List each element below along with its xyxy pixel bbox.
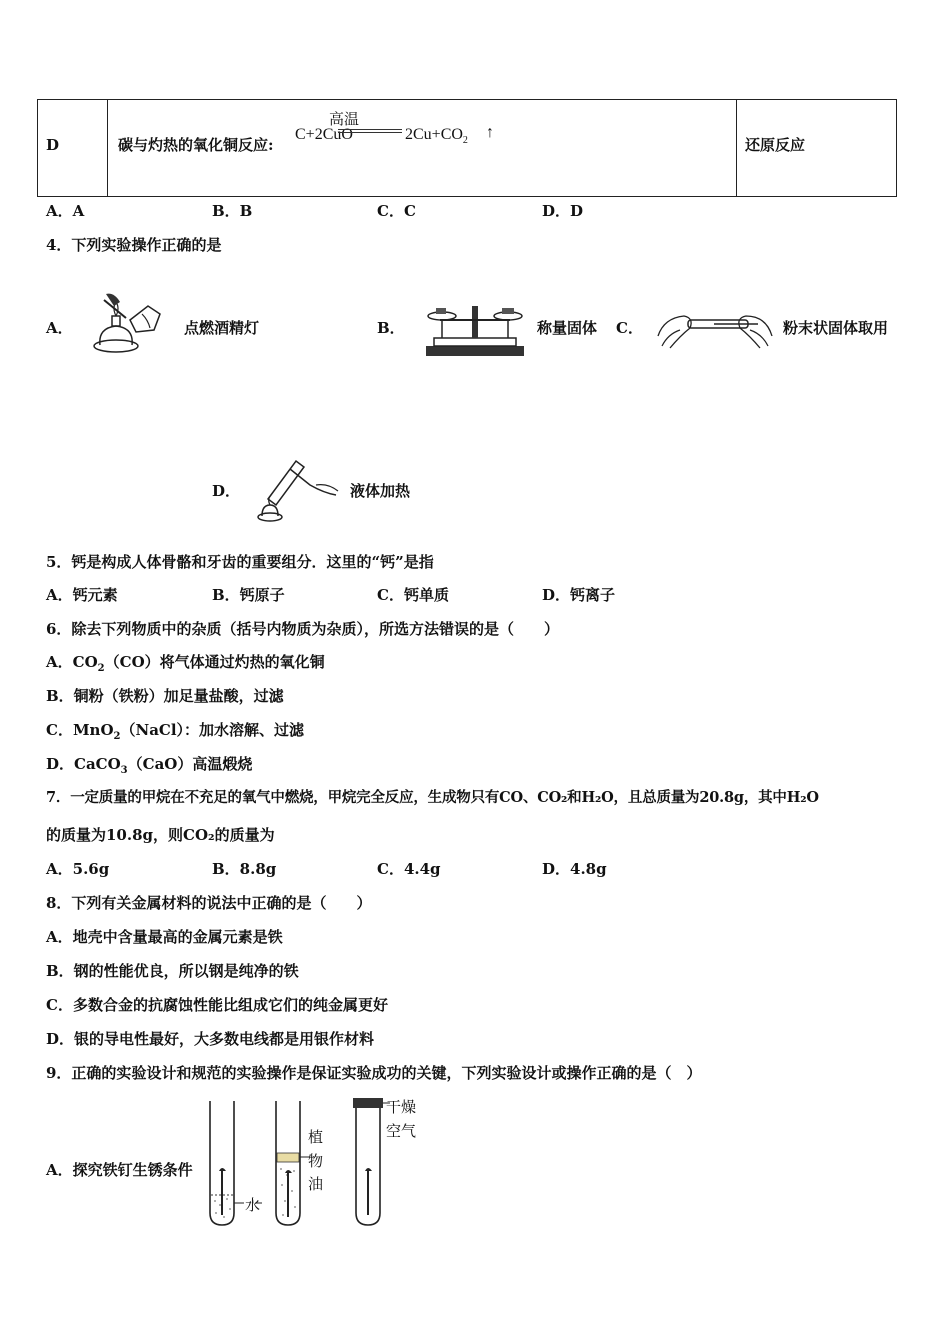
q4-option-b-caption: 称量固体 (537, 319, 598, 337)
label-oil-2: 物 (308, 1152, 324, 1170)
q4-option-d-letter[interactable]: D． (212, 482, 241, 500)
label-dry-1: 干燥 (386, 1098, 417, 1116)
q3-option-b[interactable]: B．B (212, 202, 253, 220)
q4-option-b-letter[interactable]: B． (377, 319, 405, 337)
label-oil-3: 油 (308, 1175, 324, 1193)
row-letter: D (46, 136, 60, 154)
alcohol-lamp-icon (90, 290, 166, 356)
q4-stem: 4．下列实验操作正确的是 (46, 236, 222, 254)
q4-option-a-caption: 点燃酒精灯 (184, 319, 260, 337)
reaction-description: 碳与灼热的氧化铜反应: (118, 136, 274, 154)
q4-option-c-letter[interactable]: C． (616, 319, 643, 337)
test-tube-heating-icon (250, 455, 344, 525)
q6-option-d[interactable]: D．CaCO$_3$（CaO）高温煅烧 (46, 755, 253, 776)
q7-stem-line1: 7．一定质量的甲烷在不充足的氧气中燃烧，甲烷完全反应，生成物只有CO、CO₂和H₂O，且总质量为20.8g，其中H₂O (46, 789, 819, 806)
q9-option-a[interactable]: A．探究铁钉生锈条件 (46, 1161, 193, 1179)
q5-option-a[interactable]: A．钙元素 (46, 586, 118, 604)
q4-option-a-letter[interactable]: A． (46, 319, 73, 337)
q7-option-a[interactable]: A．5.6g (46, 860, 110, 878)
q8-stem: 8．下列有关金属材料的说法中正确的是（ ） (46, 894, 372, 912)
equation-equals-sign (338, 129, 402, 133)
q3-option-c[interactable]: C．C (377, 202, 416, 220)
q6-option-a[interactable]: A．$CO_2(CO)$将气体通过灼热的氧化铜 (46, 653, 325, 674)
equation-condition: 高温 (329, 112, 360, 128)
q4-option-d-caption: 液体加热 (350, 482, 411, 500)
table-cell-description (108, 100, 737, 196)
q5-option-c[interactable]: C．钙单质 (377, 586, 449, 604)
equation-left: C+2CuO (295, 126, 353, 143)
table-cell-letter (38, 100, 108, 196)
q7-option-d[interactable]: D．4.8g (542, 860, 607, 878)
reaction-type: 还原反应 (745, 136, 806, 154)
q9-stem: 9．正确的实验设计和规范的实验操作是保证实验成功的关键，下列实验设计或操作正确的是（ ） (46, 1064, 702, 1082)
q4-option-c-caption: 粉末状固体取用 (783, 319, 889, 337)
q8-option-a[interactable]: A．地壳中含量最高的金属元素是铁 (46, 928, 283, 946)
q5-option-d[interactable]: D．钙离子 (542, 586, 616, 604)
table-cell-type (737, 100, 896, 196)
label-dry-2: 空气 (386, 1122, 417, 1140)
q6-option-c[interactable]: C．MnO$_2$（NaCl）：加水溶解、过滤 (46, 721, 305, 742)
equation-gas-arrow: ↑ (486, 124, 494, 141)
powder-spatula-icon (654, 306, 776, 354)
label-oil-1: 植 (308, 1128, 324, 1146)
q8-option-d[interactable]: D．银的导电性最好，大多数电线都是用银作材料 (46, 1030, 375, 1048)
q7-option-c[interactable]: C．4.4g (377, 860, 441, 878)
q5-stem: 5．钙是构成人体骨骼和牙齿的重要组分．这里的“钙”是指 (46, 553, 434, 571)
q7-option-b[interactable]: B．8.8g (212, 860, 277, 878)
q6-stem: 6．除去下列物质中的杂质（括号内物质为杂质），所选方法错误的是（ ） (46, 620, 559, 638)
q8-option-c[interactable]: C．多数合金的抗腐蚀性能比组成它们的纯金属更好 (46, 996, 388, 1014)
answer-table (37, 99, 897, 197)
q8-option-b[interactable]: B．钢的性能优良，所以钢是纯净的铁 (46, 962, 299, 980)
equation-right: $2Cu+CO_2$ (405, 126, 468, 147)
balance-icon (420, 298, 530, 358)
q3-option-a[interactable]: A．A (46, 202, 85, 220)
q7-stem-line2: 的质量为10.8g，则CO₂的质量为 (46, 826, 275, 844)
label-water: 水 (245, 1196, 261, 1214)
q6-option-b[interactable]: B．铜粉（铁粉）加足量盐酸，过滤 (46, 687, 284, 705)
q3-option-d[interactable]: D．D (542, 202, 584, 220)
q5-option-b[interactable]: B．钙原子 (212, 586, 285, 604)
